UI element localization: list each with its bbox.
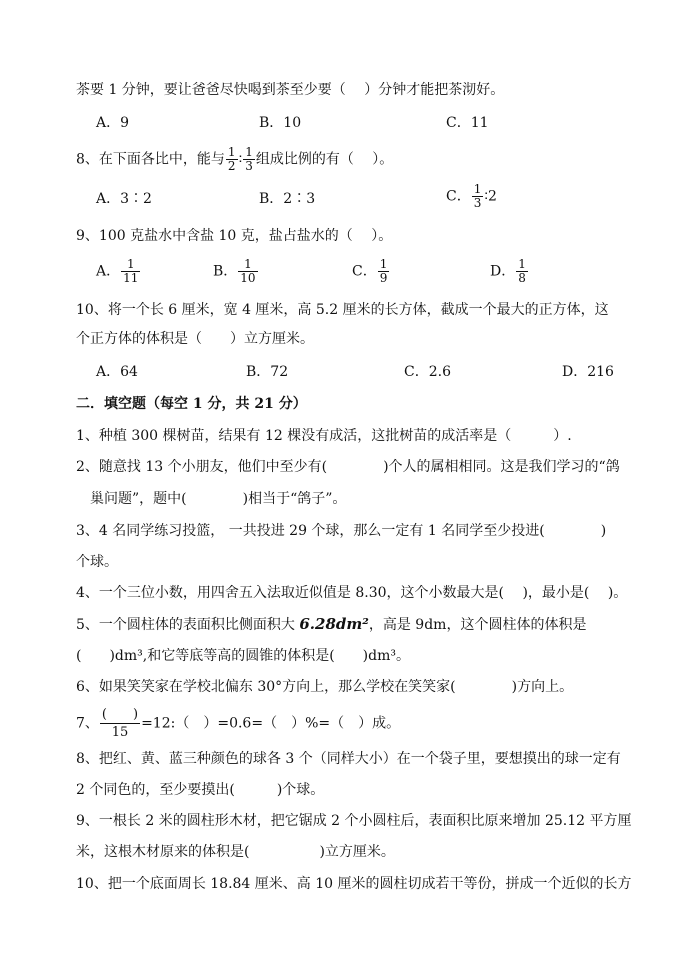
q8-option-c-fraction (472, 183, 484, 210)
fill-7-den: 15 (111, 725, 129, 740)
q8-option-c-tail: ∶2 (484, 188, 497, 205)
q8-option-a: A．3∶2 (96, 191, 152, 207)
q9-a-label: A． (96, 263, 121, 280)
q9-b-fraction (238, 258, 257, 285)
q9-text: 9、100 克盐水中含盐 10 克，盐占盐水的（ ）。 (76, 228, 393, 244)
q8-fraction-2 (243, 146, 255, 173)
q9-c-label: C． (352, 263, 377, 280)
q9-option-d (490, 258, 529, 285)
fill-10: 10、把一个底面周长 18.84 厘米、高 10 厘米的圆柱切成若干等份，拼成一个近似的长方 (76, 876, 632, 892)
q8-post: 组成比例的有（ ）。 (255, 151, 394, 168)
q8-option-b: B．2∶3 (259, 191, 316, 207)
fill-9-line-2: 米，这根木材原来的体积是( )立方厘米。 (76, 844, 395, 860)
q9-b-num: 1 (238, 258, 257, 272)
fill-8-line-1: 8、把红、黄、蓝三种颜色的球各 3 个（同样大小）在一个袋子里，要想摸出的球一定有 (76, 751, 621, 767)
q8-pre: 8、在下面各比中，能与 (76, 151, 225, 168)
q7-option-a: A．9 (96, 115, 130, 131)
q10-option-c: C．2.6 (404, 364, 451, 380)
q7-option-b: B．10 (259, 115, 302, 131)
q9-option-b (213, 258, 259, 285)
q8-f2-den: 3 (245, 159, 253, 173)
q8-text: 8、在下面各比中，能与 $\frac{1}{2}$ ∶ $\frac{1}{3}$ 组成比例的有（ ）。 (76, 145, 394, 173)
q9-b-den: 10 (240, 271, 256, 285)
q8-c-num: 1 (473, 182, 482, 196)
q9-d-num: 1 (518, 257, 526, 271)
q8-option-c (446, 183, 497, 210)
q9-d-label: D． (490, 263, 516, 280)
fill-6: 6、如果笑笑家在学校北偏东 30°方向上，那么学校在笑笑家( )方向上。 (76, 679, 574, 695)
q9-c-num: 1 (379, 257, 388, 271)
fill-1: 1、种植 300 棵树苗，结果有 12 棵没有成活，这批树苗的成活率是（ ）. (76, 428, 572, 444)
fill-7-fraction (100, 706, 140, 741)
fill-5-math: 6.28dm² (299, 615, 369, 633)
q8-fraction-1 (226, 146, 238, 173)
q9-a-den: 11 (123, 271, 139, 285)
q8-f1-den: 2 (227, 159, 236, 173)
section-2-title: 二．填空题（每空 1 分，共 21 分） (76, 396, 307, 412)
fill-5-line-2: ( )dm³,和它等底等高的圆锥的体积是( )dm³。 (76, 648, 410, 664)
q9-b-label: B． (213, 263, 238, 280)
q9-option-a (96, 258, 141, 285)
fill-5-post: ，高是 9dm，这个圆柱体的体积是 (368, 617, 587, 633)
fill-3-line-1: 3、4 名同学练习投篮， 一共投进 29 个球，那么一定有 1 名同学至少投进( ) (76, 523, 607, 539)
fill-8-line-2: 2 个同色的，至少要摸出( )个球。 (76, 782, 325, 798)
q9-d-den: 8 (518, 271, 526, 285)
fill-7-num: ( ) (101, 707, 139, 722)
q8-f1-num: 1 (227, 145, 236, 159)
fill-7-pre: 7、 (76, 715, 99, 732)
fill-4: 4、一个三位小数，用四舍五入法取近似值是 8.30，这个小数最大是( )，最小是( )。 (76, 585, 628, 601)
q10-line-1: 10、将一个长 6 厘米，宽 4 厘米，高 5.2 厘米的长方体，截成一个最大的正方体，这 (76, 302, 609, 318)
q8-f2-num: 1 (245, 145, 253, 159)
q7-text: 茶要 1 分钟，要让爸爸尽快喝到茶至少要（ ）分钟才能把茶沏好。 (76, 82, 505, 98)
q9-a-fraction (121, 258, 140, 285)
fill-5-pre: 5、一个圆柱体的表面积比侧面积大 (76, 617, 295, 633)
q10-option-b: B．72 (246, 364, 289, 380)
q9-a-num: 1 (121, 258, 140, 272)
q9-c-fraction (378, 258, 390, 285)
q10-option-d: D．216 (562, 364, 614, 380)
q9-option-c (352, 258, 390, 285)
fill-7 (76, 706, 400, 741)
q9-d-fraction (516, 258, 528, 285)
q9-c-den: 9 (379, 271, 388, 285)
q10-line-2: 个正方体的体积是（ ）立方厘米。 (76, 331, 314, 347)
q8-option-c-label: C． (446, 188, 471, 205)
fill-9-line-1: 9、一根长 2 米的圆柱形木材，把它锯成 2 个小圆柱后，表面积比原来增加 25.12 平方厘 (76, 813, 632, 829)
fill-2-line-1: 2、随意找 13 个小朋友，他们中至少有( )个人的属相相同。这是我们学习的“鸽 (76, 459, 620, 475)
fill-3-line-2: 个球。 (76, 554, 118, 570)
fill-7-post: =12:（ ）=0.6=（ ）%=（ ）成。 (141, 715, 401, 732)
q7-option-c: C．11 (446, 115, 489, 131)
q10-option-a: A．64 (96, 364, 138, 380)
fill-2-line-2: 巢问题”，题中( )相当于“鸽子”。 (90, 491, 347, 507)
q8-c-den: 3 (473, 196, 482, 210)
fill-5-line-1 (76, 614, 586, 635)
